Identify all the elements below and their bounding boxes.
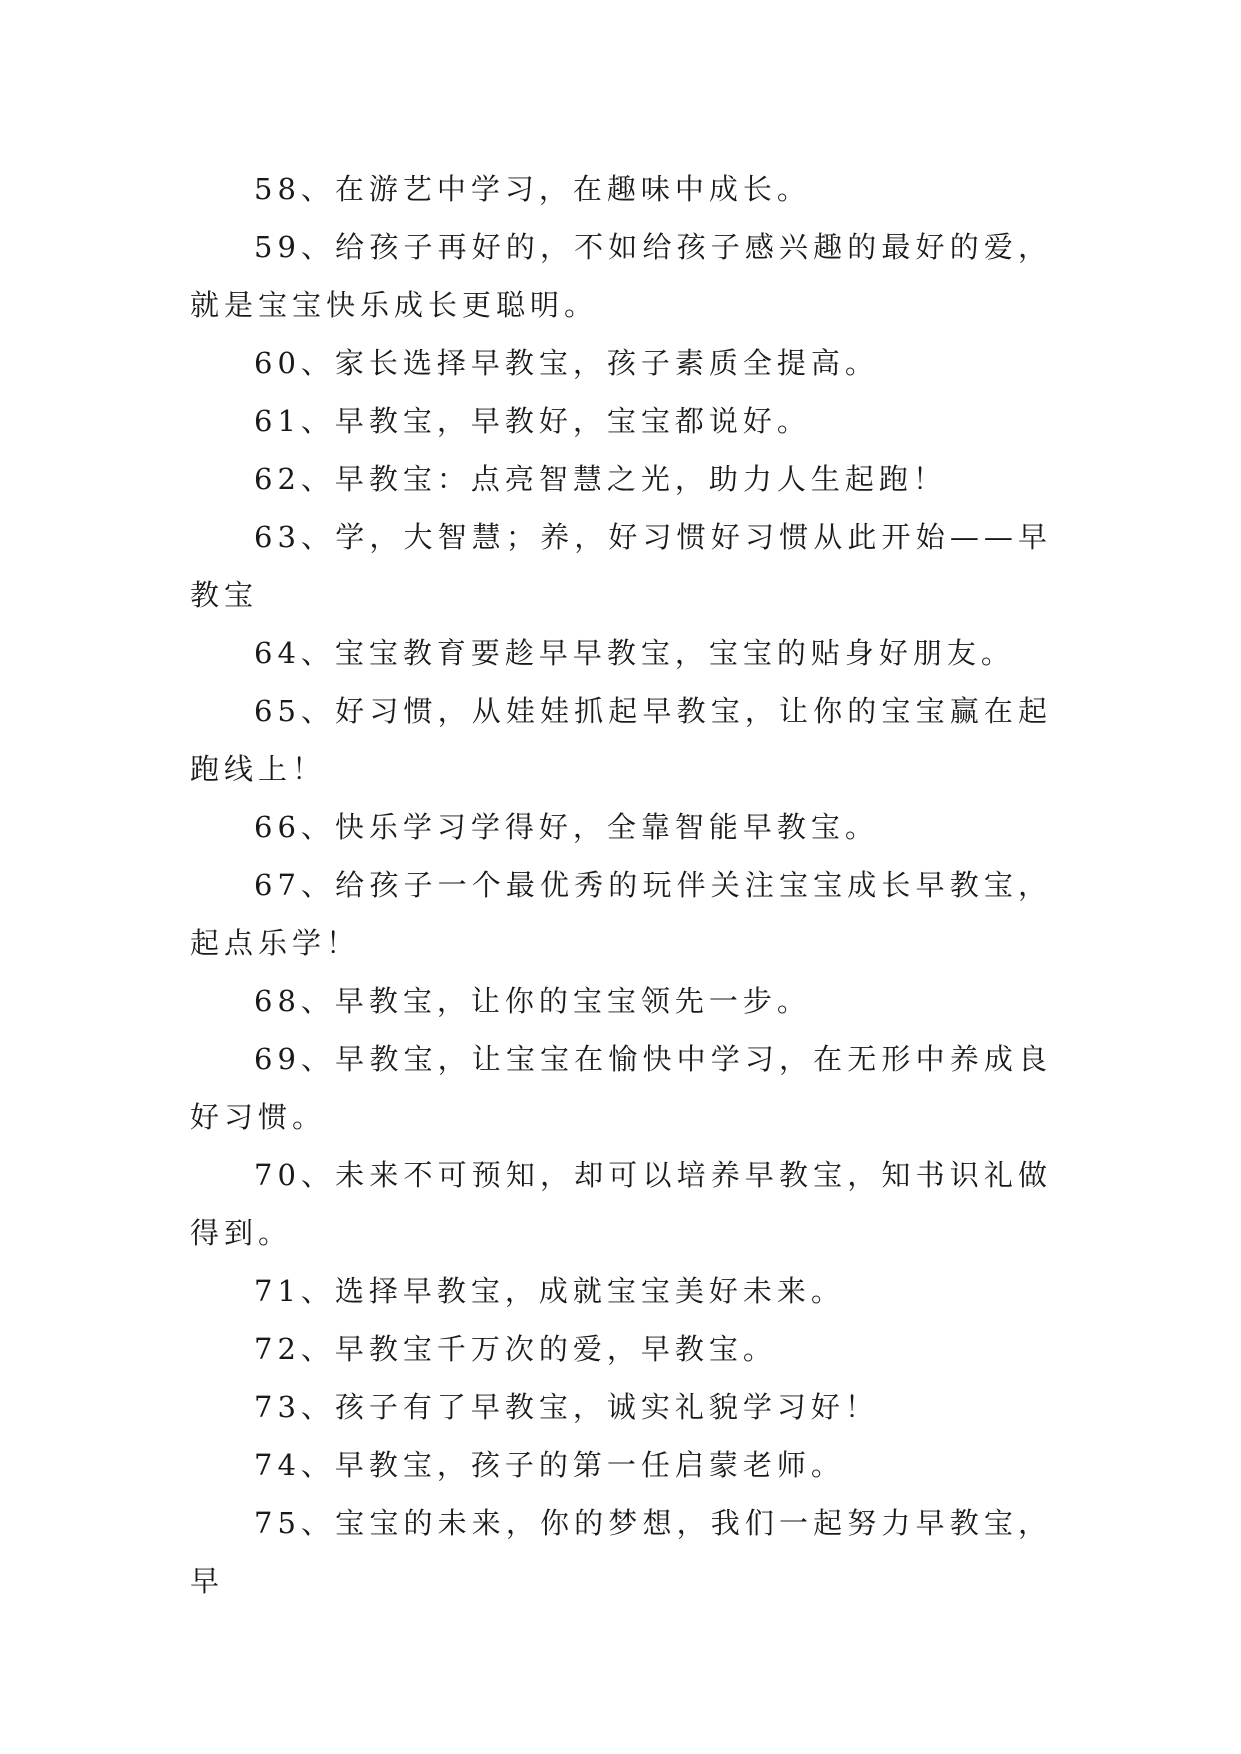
slogan-item-63: 63、学，大智慧；养，好习惯好习惯从此开始——早教宝 [190, 520, 1052, 612]
slogan-item-68: 68、早教宝，让你的宝宝领先一步。 [254, 984, 811, 1018]
slogan-item-66: 66、快乐学习学得好，全靠智能早教宝。 [254, 810, 879, 844]
slogan-item-72: 72、早教宝千万次的爱，早教宝。 [254, 1332, 777, 1366]
slogan-item-70: 70、未来不可预知，却可以培养早教宝，知书识礼做得到。 [190, 1158, 1052, 1250]
slogan-item-59: 59、给孩子再好的，不如给孩子感兴趣的最好的爱，就是宝宝快乐成长更聪明。 [190, 230, 1052, 322]
slogan-item-60: 60、家长选择早教宝，孩子素质全提高。 [254, 346, 879, 380]
document-body [190, 160, 1052, 1610]
slogan-item-67: 67、给孩子一个最优秀的玩伴关注宝宝成长早教宝，起点乐学！ [190, 868, 1052, 960]
slogan-item-74: 74、早教宝，孩子的第一任启蒙老师。 [254, 1448, 845, 1482]
slogan-item-58: 58、在游艺中学习，在趣味中成长。 [254, 172, 811, 206]
slogan-item-75: 75、宝宝的未来，你的梦想，我们一起努力早教宝，早 [190, 1506, 1052, 1598]
slogan-item-69: 69、早教宝，让宝宝在愉快中学习，在无形中养成良好习惯。 [190, 1042, 1052, 1134]
slogan-item-71: 71、选择早教宝，成就宝宝美好未来。 [254, 1274, 845, 1308]
slogan-item-61: 61、早教宝，早教好，宝宝都说好。 [254, 404, 811, 438]
slogan-item-65: 65、好习惯，从娃娃抓起早教宝，让你的宝宝赢在起跑线上！ [190, 694, 1052, 786]
slogan-item-62: 62、早教宝：点亮智慧之光，助力人生起跑！ [254, 462, 947, 496]
slogan-item-73: 73、孩子有了早教宝，诚实礼貌学习好！ [254, 1390, 879, 1424]
slogan-item-64: 64、宝宝教育要趁早早教宝，宝宝的贴身好朋友。 [254, 636, 1015, 670]
